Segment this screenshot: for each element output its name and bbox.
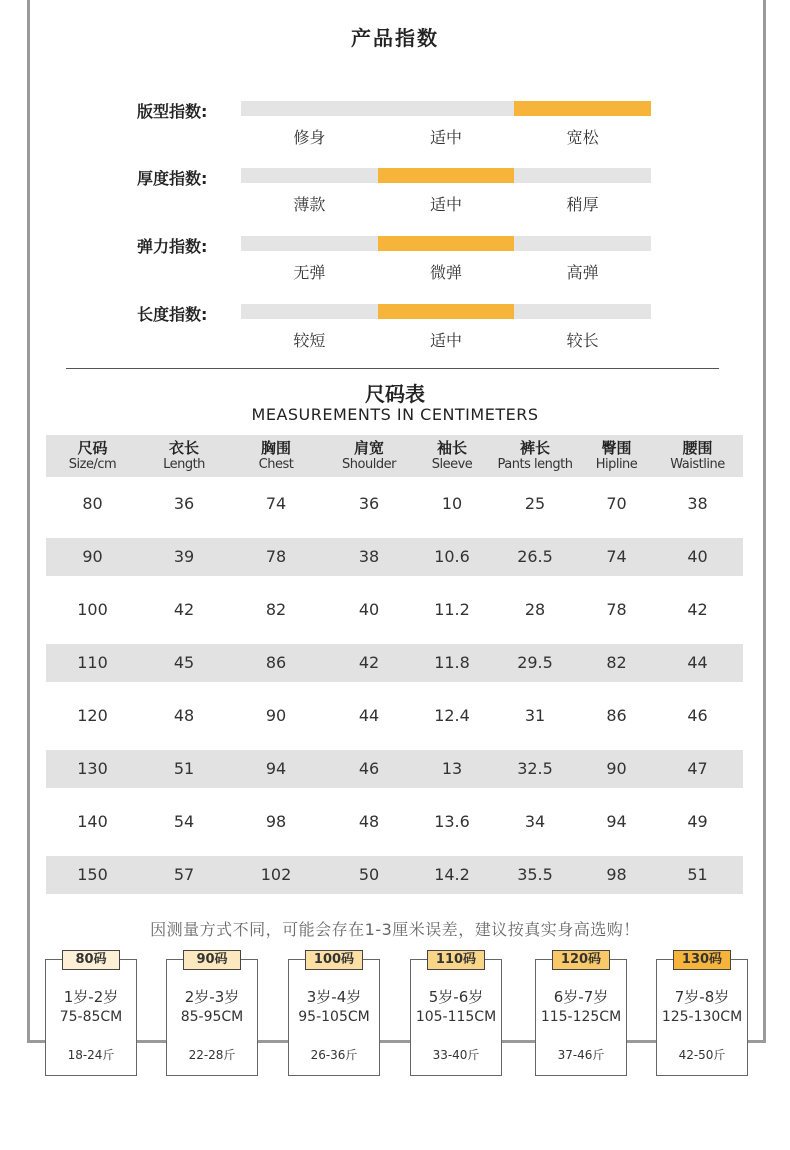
table-cell: 74: [265, 494, 287, 513]
size-card: [656, 952, 748, 1076]
table-cell: 29.5: [517, 653, 553, 672]
table-cell: 82: [265, 600, 287, 619]
table-header-cell: [489, 435, 581, 477]
table-cell: 102: [260, 865, 292, 884]
table-cell: 51: [173, 759, 195, 778]
table-cell: 86: [606, 706, 627, 725]
size-badge: 100码: [305, 950, 363, 970]
table-cell: 47: [687, 759, 708, 778]
table-cell: 80: [82, 494, 103, 513]
table-cell: 90: [265, 706, 287, 725]
table-cell: 36: [358, 494, 380, 513]
size-chart-subtitle: MEASUREMENTS IN CENTIMETERS: [251, 405, 539, 424]
index-bar-segment: [378, 304, 515, 319]
table-cell: 130: [77, 759, 108, 778]
table-cell: 120: [77, 706, 108, 725]
index-bar-segment: [514, 304, 651, 319]
size-card: [166, 952, 258, 1076]
table-cell: 48: [358, 812, 380, 831]
size-badge: 80码: [62, 950, 120, 970]
size-badge: 110码: [427, 950, 485, 970]
frame-left-border: [27, 0, 30, 1043]
index-row: [0, 302, 790, 352]
card-weight-range: 37-46斤: [557, 1048, 605, 1062]
table-cell: 78: [606, 600, 627, 619]
index-option-label: 微弹: [430, 263, 463, 282]
index-bar-segment: [378, 236, 515, 251]
table-cell: 28: [524, 600, 546, 619]
index-option-label: 修身: [293, 128, 326, 147]
header-en-label: Size/cm: [68, 457, 117, 472]
size-chart-title: 尺码表: [365, 382, 425, 406]
header-en-label: Length: [163, 457, 205, 472]
table-cell: 25: [524, 494, 546, 513]
table-cell: 38: [358, 547, 380, 566]
card-height-range: 125-130CM: [661, 1009, 743, 1025]
table-cell: 51: [687, 865, 708, 884]
card-weight-range: 22-28斤: [188, 1048, 236, 1062]
table-cell: 94: [265, 759, 287, 778]
card-age-range: 2岁-3岁: [184, 988, 240, 1006]
table-cell: 44: [687, 653, 708, 672]
table-cell: 45: [173, 653, 195, 672]
table-cell: 42: [687, 600, 708, 619]
table-cell: 44: [358, 706, 380, 725]
table-cell: 70: [606, 494, 627, 513]
index-option-label: 适中: [430, 195, 463, 214]
table-cell: 140: [77, 812, 108, 831]
index-bar: [241, 236, 651, 251]
index-option-label: 高弹: [566, 263, 599, 282]
table-header-cell: [229, 435, 323, 477]
table-cell: 12.4: [434, 706, 470, 725]
index-option-label: 无弹: [293, 263, 326, 282]
table-cell: 50: [358, 865, 380, 884]
index-label: 长度指数:: [137, 305, 208, 324]
table-cell: 82: [606, 653, 627, 672]
index-option-label: 宽松: [566, 128, 599, 147]
card-age-range: 5岁-6岁: [428, 988, 484, 1006]
table-header-cell: [46, 435, 139, 477]
index-row: [0, 166, 790, 216]
index-label: 厚度指数:: [137, 169, 208, 188]
section-divider: [66, 368, 719, 369]
size-badge: 120码: [552, 950, 610, 970]
index-row: [0, 99, 790, 149]
table-cell: 34: [524, 812, 546, 831]
table-row: [46, 795, 743, 848]
size-badge: 90码: [183, 950, 241, 970]
table-row: [46, 583, 743, 636]
header-cn-label: 腰围: [682, 439, 713, 457]
index-bar: [241, 168, 651, 183]
table-cell: 13.6: [434, 812, 470, 831]
table-cell: 98: [606, 865, 627, 884]
measurement-note: 因测量方式不同，可能会存在1-3厘米误差，建议按真实身高选购！: [150, 920, 640, 939]
size-card: [535, 952, 627, 1076]
table-cell: 42: [358, 653, 380, 672]
table-row: [46, 644, 743, 682]
header-cn-label: 衣长: [168, 439, 199, 457]
table-cell: 38: [687, 494, 708, 513]
index-option-label: 稍厚: [566, 195, 599, 214]
card-weight-range: 33-40斤: [432, 1048, 480, 1062]
header-en-label: Pants length: [497, 457, 573, 472]
table-cell: 54: [173, 812, 195, 831]
card-age-range: 7岁-8岁: [674, 988, 730, 1006]
header-en-label: Sleeve: [431, 457, 473, 472]
index-bar-segment: [378, 101, 515, 116]
table-row: [46, 750, 743, 788]
index-option-label: 较长: [566, 331, 599, 350]
index-bar-segment: [514, 168, 651, 183]
index-label: 版型指数:: [137, 102, 208, 121]
header-en-label: Hipline: [595, 457, 638, 472]
table-cell: 100: [77, 600, 108, 619]
table-cell: 46: [687, 706, 708, 725]
table-cell: 10: [441, 494, 463, 513]
card-height-range: 95-105CM: [298, 1009, 370, 1025]
product-index-title: 产品指数: [351, 26, 439, 50]
table-cell: 32.5: [517, 759, 553, 778]
index-option-label: 较短: [293, 331, 326, 350]
header-cn-label: 胸围: [260, 439, 291, 457]
card-weight-range: 42-50斤: [678, 1048, 726, 1062]
table-header-cell: [323, 435, 415, 477]
table-row: [46, 538, 743, 576]
index-bar: [241, 101, 651, 116]
index-bar-segment: [514, 101, 651, 116]
table-cell: 40: [358, 600, 380, 619]
table-cell: 98: [265, 812, 287, 831]
size-card: [288, 952, 380, 1076]
card-age-range: 3岁-4岁: [306, 988, 362, 1006]
table-header-cell: [652, 435, 743, 477]
table-cell: 13: [441, 759, 463, 778]
index-options: [241, 328, 651, 351]
table-cell: 110: [77, 653, 108, 672]
table-cell: 90: [82, 547, 103, 566]
table-row: [46, 477, 743, 530]
header-en-label: Shoulder: [342, 457, 396, 472]
header-en-label: Chest: [258, 457, 294, 472]
table-cell: 35.5: [517, 865, 553, 884]
card-weight-range: 26-36斤: [310, 1048, 358, 1062]
table-cell: 94: [606, 812, 627, 831]
index-bar-segment: [241, 304, 378, 319]
table-cell: 46: [358, 759, 380, 778]
size-card: [410, 952, 502, 1076]
card-age-range: 6岁-7岁: [553, 988, 609, 1006]
table-header-cell: [415, 435, 489, 477]
header-cn-label: 袖长: [436, 439, 467, 457]
index-option-label: 适中: [430, 128, 463, 147]
table-cell: 48: [173, 706, 195, 725]
size-table-header: [46, 435, 743, 477]
index-bar-segment: [241, 236, 378, 251]
card-height-range: 75-85CM: [59, 1009, 123, 1025]
table-cell: 57: [173, 865, 195, 884]
card-height-range: 85-95CM: [180, 1009, 244, 1025]
table-cell: 11.2: [434, 600, 470, 619]
size-table-body: [46, 477, 743, 894]
index-bar-segment: [241, 168, 378, 183]
index-bar-segment: [378, 168, 515, 183]
table-cell: 42: [173, 600, 195, 619]
table-cell: 39: [173, 547, 195, 566]
header-cn-label: 裤长: [519, 439, 550, 457]
header-cn-label: 肩宽: [353, 439, 384, 457]
header-en-label: Waistline: [670, 457, 725, 472]
table-cell: 74: [606, 547, 627, 566]
header-cn-label: 尺码: [77, 439, 108, 457]
table-cell: 78: [265, 547, 287, 566]
size-card: [45, 952, 137, 1076]
table-cell: 26.5: [517, 547, 553, 566]
table-cell: 36: [173, 494, 195, 513]
index-label: 弹力指数:: [137, 237, 208, 256]
size-table: [46, 435, 743, 901]
card-age-range: 1岁-2岁: [63, 988, 119, 1006]
table-cell: 10.6: [434, 547, 470, 566]
index-row: [0, 234, 790, 284]
index-bar-segment: [514, 236, 651, 251]
card-height-range: 115-125CM: [540, 1009, 622, 1025]
table-cell: 150: [77, 865, 108, 884]
index-options: [241, 125, 651, 148]
index-options: [241, 192, 651, 215]
index-bar-segment: [241, 101, 378, 116]
table-cell: 49: [687, 812, 708, 831]
index-option-label: 薄款: [293, 195, 326, 214]
table-header-cell: [581, 435, 652, 477]
index-options: [241, 260, 651, 283]
index-bar: [241, 304, 651, 319]
table-row: [46, 689, 743, 742]
table-cell: 31: [524, 706, 546, 725]
index-option-label: 适中: [430, 331, 463, 350]
card-height-range: 105-115CM: [415, 1009, 497, 1025]
table-header-cell: [139, 435, 229, 477]
card-weight-range: 18-24斤: [67, 1048, 115, 1062]
table-cell: 14.2: [434, 865, 470, 884]
table-cell: 11.8: [434, 653, 470, 672]
table-cell: 40: [687, 547, 708, 566]
header-cn-label: 臀围: [601, 439, 632, 457]
frame-right-border: [763, 0, 766, 1043]
table-row: [46, 856, 743, 894]
table-cell: 90: [606, 759, 627, 778]
size-badge: 130码: [673, 950, 731, 970]
table-cell: 86: [265, 653, 287, 672]
